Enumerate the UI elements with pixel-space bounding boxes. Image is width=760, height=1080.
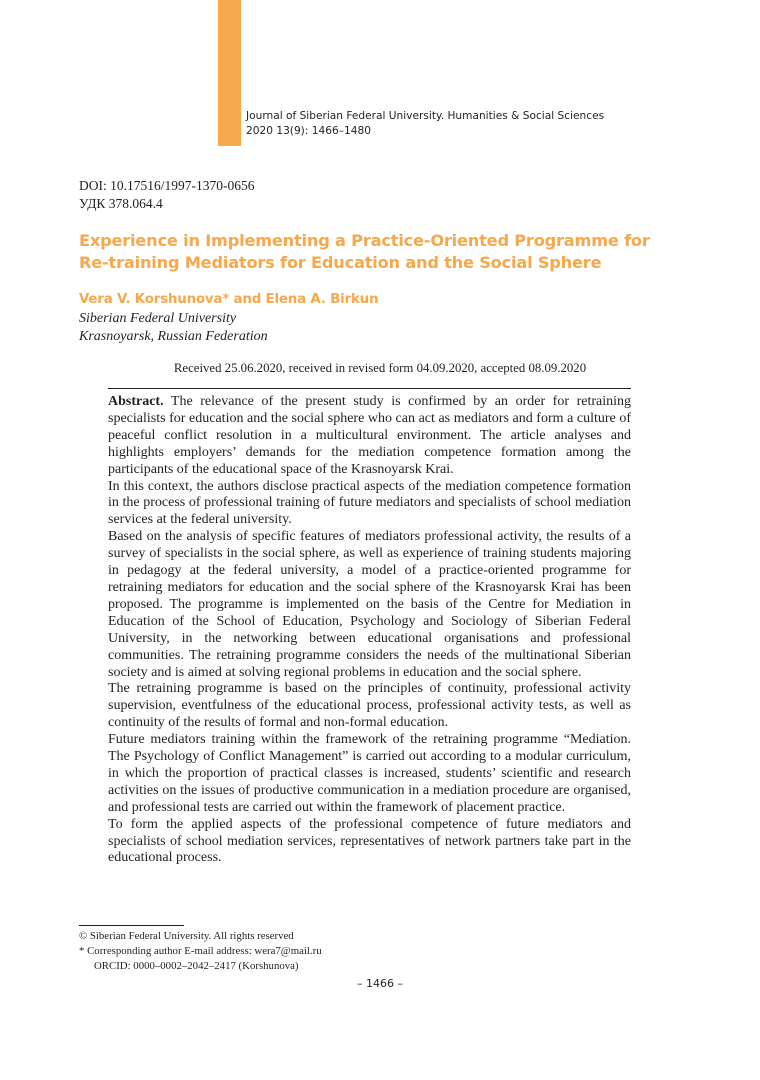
footnotes bbox=[79, 929, 322, 974]
journal-name: Journal of Siberian Federal University. Humanities & Social Sciences bbox=[246, 110, 605, 122]
abstract-text: The relevance of the present study is confirmed by an order for retraining specialists for education and the social sphere who can act as mediators and form a culture of peaceful conflict resolution in a multicultural environment. The article analyses and highlights employers’ demands for the mediation competence formation among the participants of the educational space of the Krasnoyarsk Krai. bbox=[108, 394, 631, 477]
article-title: Experience in Implementing a Practice-Oriented Programme for Re-training Mediators for Education and the Social Sphere bbox=[79, 231, 650, 272]
page-number: – 1466 – bbox=[357, 977, 403, 990]
abstract-paragraph: Future mediators training within the framework of the retraining programme “Mediation. The Psychology of Conflict Management” is carried out according to a modular curriculum, in which the proportion of practical classes is increased, students’ scientific and research activities on the issues of productive communication in a mediation procedure are organised, and professional tests are carried out within the framework of placement practice. bbox=[108, 732, 631, 815]
corresponding-author-note: * Corresponding author E-mail address: wera7@mail.ru bbox=[79, 945, 322, 957]
copyright-note: © Siberian Federal University. All rights reserved bbox=[79, 930, 294, 942]
udk: УДК 378.064.4 bbox=[79, 196, 163, 211]
abstract-paragraph bbox=[108, 394, 631, 479]
doi[interactable]: DOI: 10.17516/1997-1370-0656 bbox=[79, 178, 255, 193]
abstract-paragraph: The retraining programme is based on the principles of continuity, professional activity supervision, eventfulness of the educational process, professional activity tests, as well as continuity of the results of formal and non-formal education. bbox=[108, 681, 631, 731]
article-meta bbox=[79, 177, 255, 213]
orcid-note: ORCID: 0000–0002–2042–2417 (Korshunova) bbox=[94, 960, 299, 972]
abstract-divider bbox=[108, 388, 631, 389]
abstract bbox=[108, 394, 631, 867]
journal-issue: 2020 13(9): 1466–1480 bbox=[246, 125, 371, 137]
affiliation-location: Krasnoyarsk, Russian Federation bbox=[79, 329, 268, 344]
abstract-paragraph: In this context, the authors disclose practical aspects of the mediation competence formation in the process of professional training of future mediators and specialists of school mediation services at the federal university. bbox=[108, 478, 631, 528]
abstract-paragraph: Based on the analysis of specific features of mediators professional activity, the results of a survey of specialists in the social sphere, as well as experience of training students majoring in pedagogy at the federal university, a model of a practice-oriented programme for retraining mediators for education and the social sphere of the Krasnoyarsk Krai has been proposed. The programme is implemented on the basis of the Centre for Mediation in Education of the School of Education, Psychology and Sociology of Siberian Federal University, in the networking between educational organisations and professional communities. The retraining programme considers the needs of the multinational Siberian society and is aimed at solving regional problems in education and the social sphere. bbox=[108, 529, 631, 680]
journal-header bbox=[246, 109, 604, 139]
received-dates: Received 25.06.2020, received in revised form 04.09.2020, accepted 08.09.2020 bbox=[173, 361, 587, 375]
footnote-divider bbox=[79, 925, 184, 926]
abstract-paragraph: To form the applied aspects of the professional competence of future mediators and specialists of school mediation services, representatives of network partners take part in the educational process. bbox=[108, 816, 631, 866]
authors: Vera V. Korshunova* and Elena A. Birkun bbox=[79, 292, 379, 307]
affiliation-university: Siberian Federal University bbox=[79, 311, 237, 326]
abstract-label: Abstract. bbox=[108, 394, 164, 409]
journal-color-bar bbox=[218, 0, 241, 146]
affiliation bbox=[79, 310, 268, 346]
